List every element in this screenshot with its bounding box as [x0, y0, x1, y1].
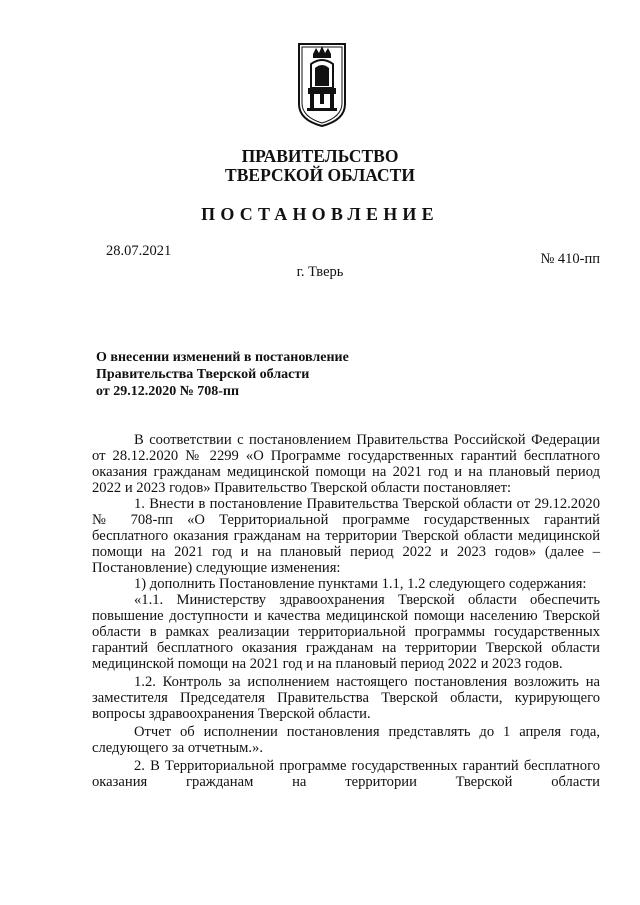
government-title-line2: ТВЕРСКОЙ ОБЛАСТИ [225, 165, 415, 185]
paragraph-subitem-1: 1) дополнить Постановление пунктами 1.1, 1.2 следующего содержания: [134, 576, 587, 592]
government-title-line1: ПРАВИТЕЛЬСТВО [241, 146, 399, 166]
paragraph-report: Отчет об исполнении постановления представлять до 1 апреля года, следующего за отчетным.». [92, 724, 600, 756]
subject-line1: О внесении изменений в постановление [96, 350, 349, 365]
paragraph-item-1-2: 1.2. Контроль за исполнением настоящего постановления возложить на заместителя Председателя Правительства Тверской области, курирующего вопросы здравоохранения Тверской области. [92, 674, 600, 722]
paragraph-item-2: 2. В Территориальной программе государственных гарантий бесплатного оказания гражданам на территории Тверской области [92, 758, 600, 790]
document-date: 28.07.2021 [106, 243, 172, 259]
document-city: г. Тверь [296, 264, 344, 280]
paragraph-item-1-1: «1.1. Министерству здравоохранения Тверской области обеспечить повышение доступности и качества медицинской помощи населению Тверской области в рамках реализации территориальной программы государственных гарантий бесплатного оказания гражданам на территории Тверской области медицинской помощи на 2021 год и на плановый период 2022 и 2023 годов. [92, 592, 600, 672]
paragraph-item-1: 1. Внести в постановление Правительства Тверской области от 29.12.2020 № 708-пп «О Территориальной программе государственных гарантий бесплатного оказания гражданам на территории Тверской области медицинской помощи на 2021 год и на плановый период 2022 и 2023 годов» (далее – Постановление) следующие изменения: [92, 496, 600, 576]
document-subject [96, 349, 349, 400]
document-type-heading: ПОСТАНОВЛЕНИЕ [201, 204, 439, 224]
coat-of-arms-emblem [297, 42, 347, 128]
paragraph-preamble: В соответствии с постановлением Правительства Российской Федерации от 28.12.2020 № 2299 «О Программе государственных гарантий бесплатного оказания гражданам медицинской помощи на 2021 год и на плановый период 2022 и 2023 годов» Правительство Тверской области постановляет: [92, 432, 600, 496]
subject-line2: Правительства Тверской области [96, 367, 310, 382]
subject-line3: от 29.12.2020 № 708-пп [96, 384, 240, 399]
document-body [92, 432, 600, 790]
document-number: № 410-пп [540, 251, 600, 267]
